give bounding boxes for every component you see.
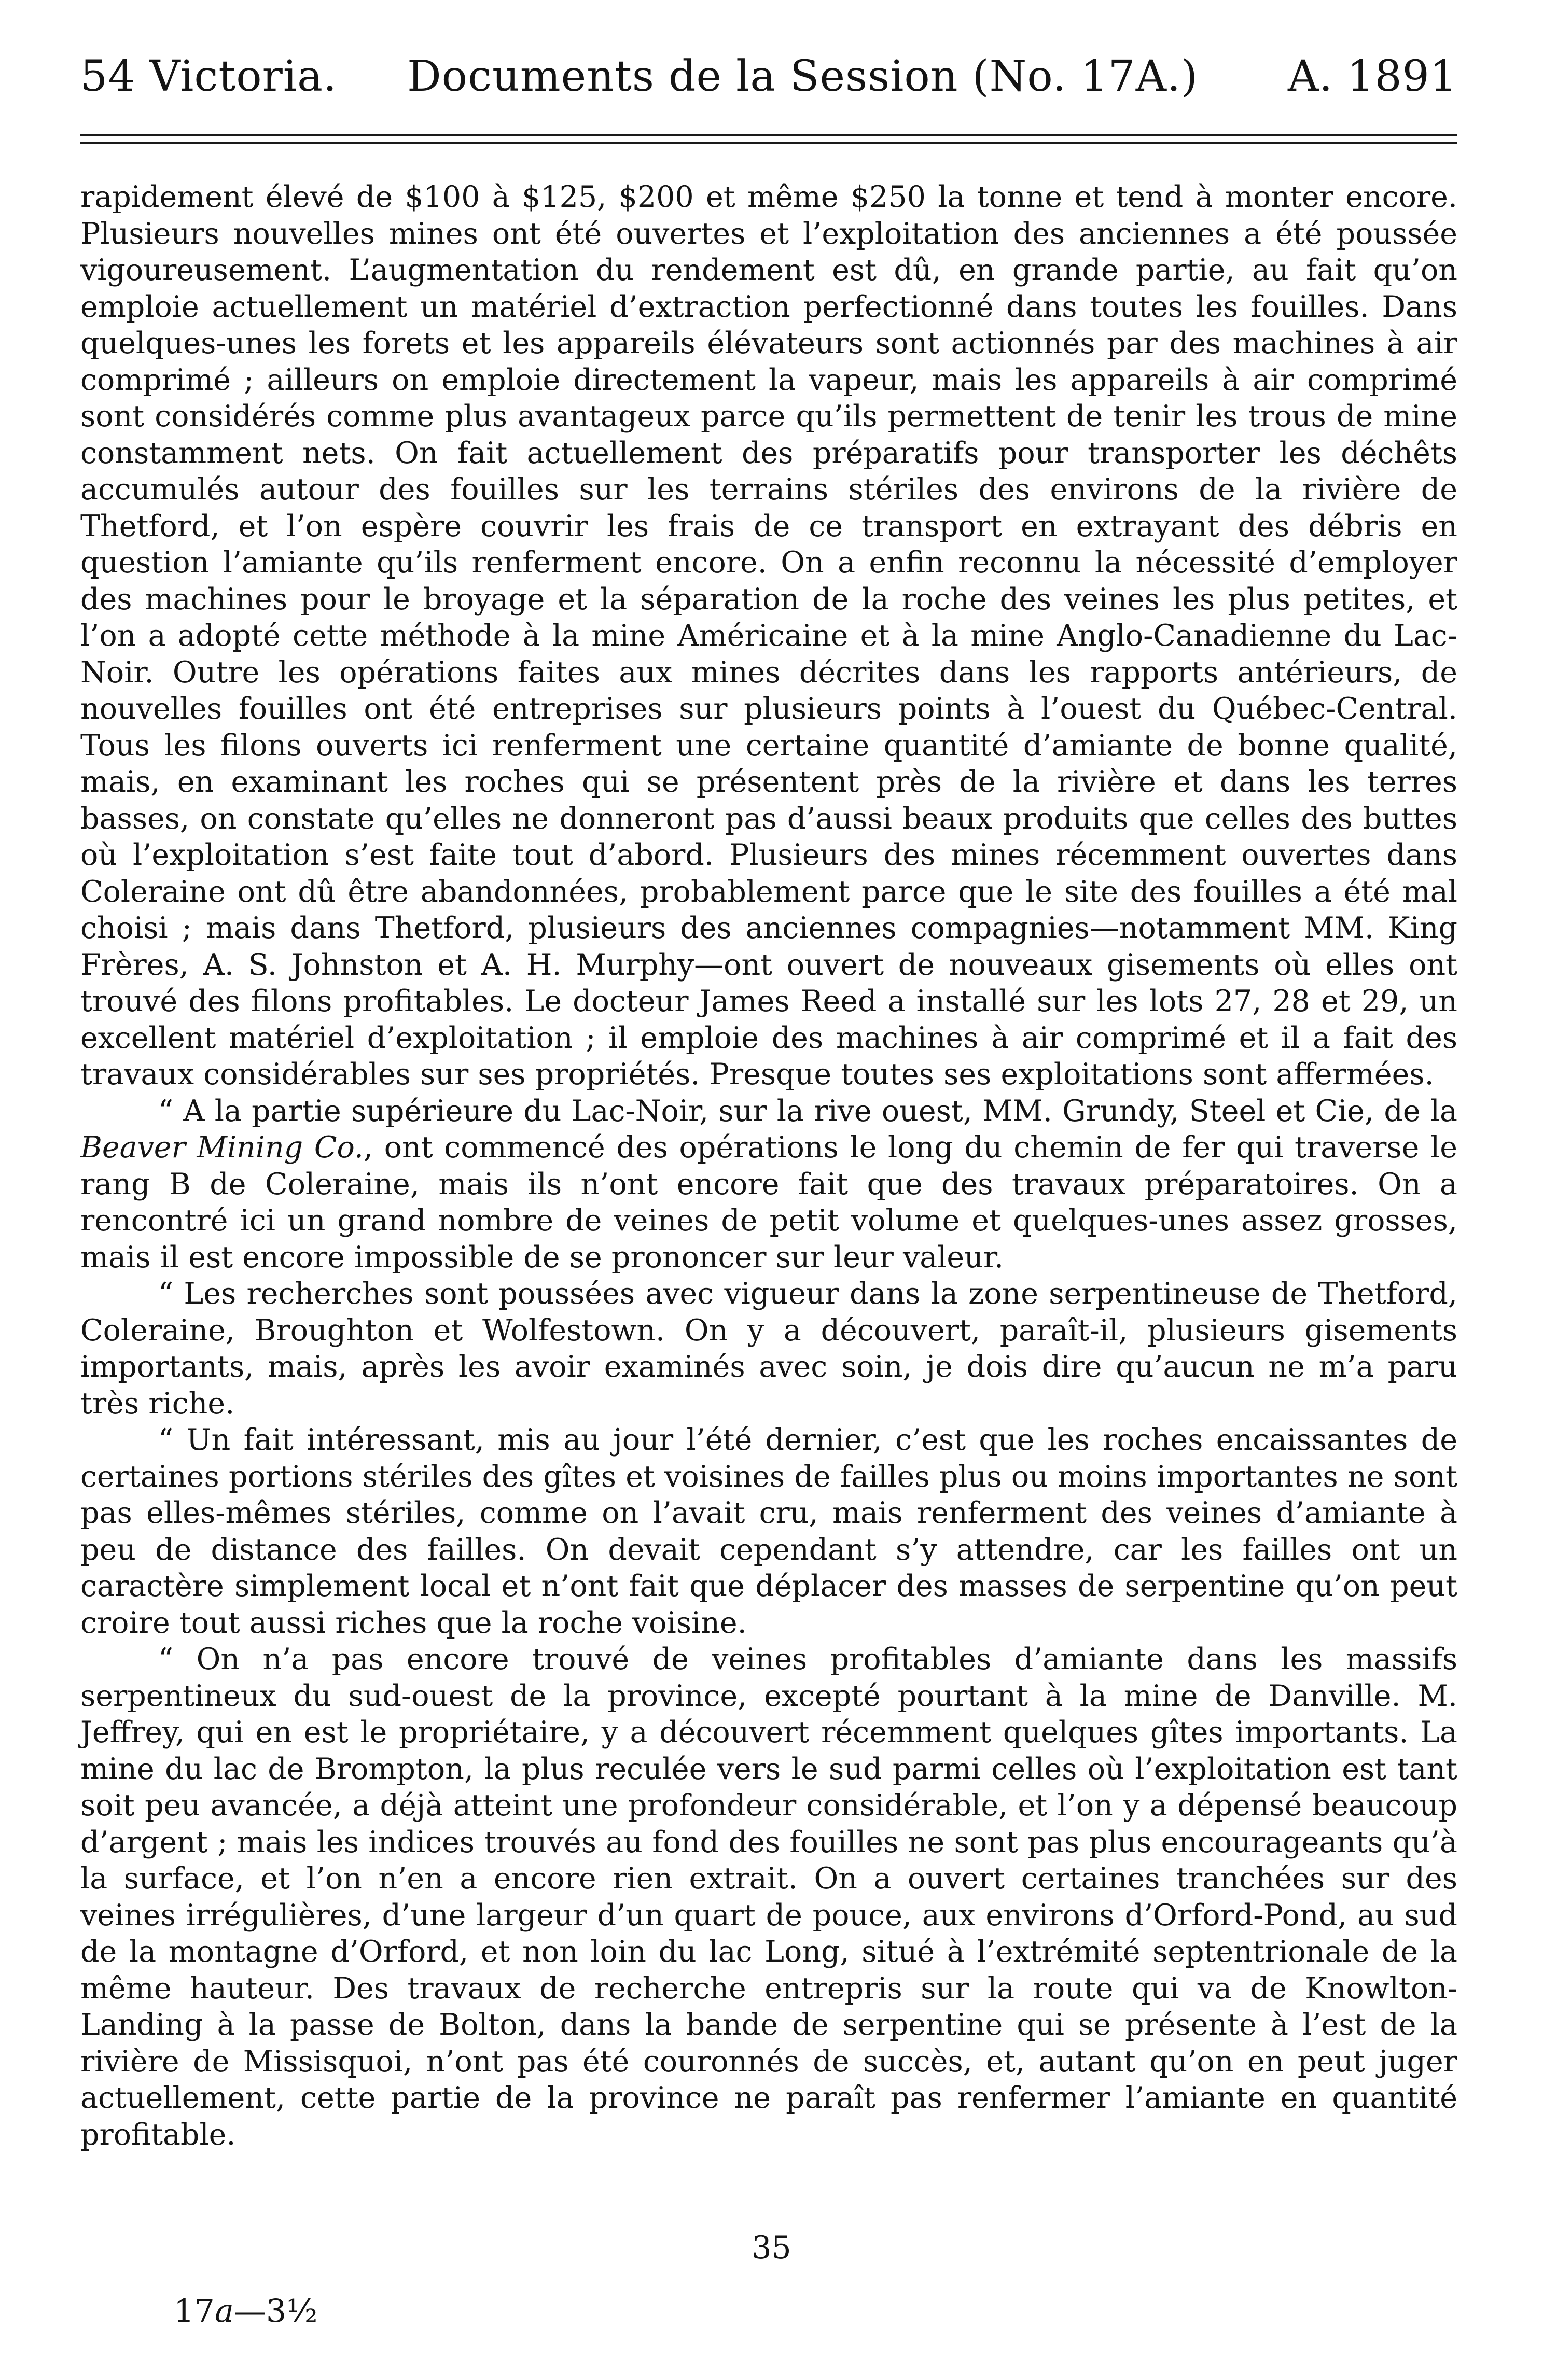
signature-suffix: —3½ xyxy=(233,2292,318,2330)
header-rule-top xyxy=(80,134,1457,136)
signature-letter: a xyxy=(214,2292,234,2330)
paragraph-4: “ Un fait intéressant, mis au jour l’été dernier, c’est que les roches encaissantes de certaines portions stériles des gîtes et voisines de failles plus ou moins importantes ne sont pas elles-mêmes stériles, comme on l’avait cru, mais renferment des veines d’amiante à peu de distance des failles. On devait cependant s’y attendre, car les failles ont un caractère simplement local et n’ont fait que déplacer des masses de serpentine qu’on peut croire tout aussi riches que la roche voisine. xyxy=(80,1423,1457,1640)
running-header xyxy=(80,40,1457,113)
paragraph-5: “ On n’a pas encore trouvé de veines profitables d’amiante dans les massifs serpentineux du sud-ouest de la province, excepté pourtant à la mine de Danville. M. Jeffrey, qui en est le propriétaire, y a découvert récemment quelques gîtes importants. La mine du lac de Brompton, la plus reculée vers le sud parmi celles où l’exploitation est tant soit peu avancée, a déjà atteint une profondeur considérable, et l’on y a dépensé beaucoup d’argent ; mais les indices trouvés au fond des fouilles ne sont pas plus encourageants qu’à la surface, et l’on n’en a encore rien extrait. On a ouvert certaines tranchées sur des veines irrégulières, d’une largeur d’un quart de pouce, aux environs d’Orford-Pond, au sud de la montagne d’Orford, et non loin du lac Long, situé à l’extrémité septentrionale de la même hauteur. Des travaux de recherche entrepris sur la route qui va de Knowlton-Landing à la passe de Bolton, dans la bande de serpentine qui se présente à l’est de la rivière de Missisquoi, n’ont pas été couronnés de succès, et, autant qu’on en peut juger actuellement, cette partie de la province ne paraît pas renfermer l’amiante en quantité profitable. xyxy=(80,1642,1457,2152)
paragraph-2-rest: , ont commencé des opérations le long du chemin de fer qui traverse le rang B de Coleraine, mais ils n’ont encore fait que des travaux préparatoires. On a rencontré ici un grand nombre de veines de petit volume et quelques-unes assez grosses, mais il est encore impossible de se prononcer sur leur valeur. xyxy=(80,1130,1457,1275)
paragraph-2-lead: “ A la partie supérieure du Lac-Noir, sur la rive ouest, MM. Grundy, Steel et Cie, de la xyxy=(158,1094,1457,1128)
header-rule-bottom xyxy=(80,142,1457,144)
page-number: 35 xyxy=(752,2230,791,2266)
signature-number: 17 xyxy=(174,2292,215,2330)
company-name: Beaver Mining Co. xyxy=(80,1130,364,1165)
signature-mark xyxy=(174,2288,317,2334)
header-year: A. 1891 xyxy=(1287,52,1457,101)
paragraph-3: “ Les recherches sont poussées avec vigueur dans la zone serpentineuse de Thetford, Coleraine, Broughton et Wolfestown. On y a découvert, paraît-il, plusieurs gisements importants, mais, après les avoir examinés avec soin, je dois dire qu’aucun ne m’a paru très riche. xyxy=(80,1277,1457,1421)
header-volume: 54 Victoria. xyxy=(80,52,338,101)
body-text xyxy=(80,179,1457,2153)
paragraph-2 xyxy=(80,1093,1457,1276)
header-title: Documents de la Session (No. 17A.) xyxy=(407,52,1199,101)
paragraph-1: rapidement élevé de $100 à $125, $200 et même $250 la tonne et tend à monter encore. Plusieurs nouvelles mines ont été ouvertes et l’exploitation des anciennes a été poussée vigoureusement. L’augmentation du rendement est dû, en grande partie, au fait qu’on emploie actuellement un matériel d’extraction perfectionné dans toutes les fouilles. Dans quelques-unes les forets et les appareils élévateurs sont actionnés par des machines à air comprimé ; ailleurs on emploie directement la vapeur, mais les appareils à air comprimé sont considérés comme plus avantageux parce qu’ils permettent de tenir les trous de mine constamment nets. On fait actuellement des préparatifs pour transporter les déchêts accumulés autour des fouilles sur les terrains stériles des environs de la rivière de Thetford, et l’on espère couvrir les frais de ce transport en extrayant des débris en question l’amiante qu’ils renferment encore. On a enfin reconnu la nécessité d’employer des machines pour le broyage et la séparation de la roche des veines les plus petites, et l’on a adopté cette méthode à la mine Américaine et à la mine Anglo-Canadienne du Lac-Noir. Outre les opérations faites aux mines décrites dans les rapports antérieurs, de nouvelles fouilles ont été entreprises sur plusieurs points à l’ouest du Québec-Central. Tous les filons ouverts ici renferment une certaine quantité d’amiante de bonne qualité, mais, en examinant les roches qui se présentent près de la rivière et dans les terres basses, on constate qu’elles ne donneront pas d’aussi beaux produits que celles des buttes où l’exploitation s’est faite tout d’abord. Plusieurs des mines récemment ouvertes dans Coleraine ont dû être abandonnées, probablement parce que le site des fouilles a été mal choisi ; mais dans Thetford, plusieurs des anciennes compagnies—notamment MM. King Frères, A. S. Johnston et A. H. Murphy—ont ouvert de nouveaux gisements où elles ont trouvé des filons profitables. Le docteur James Reed a installé sur les lots 27, 28 et 29, un excellent matériel d’exploitation ; il emploie des machines à air comprimé et il a fait des travaux considérables sur ses propriétés. Presque toutes ses exploitations sont affermées. xyxy=(80,180,1457,1091)
